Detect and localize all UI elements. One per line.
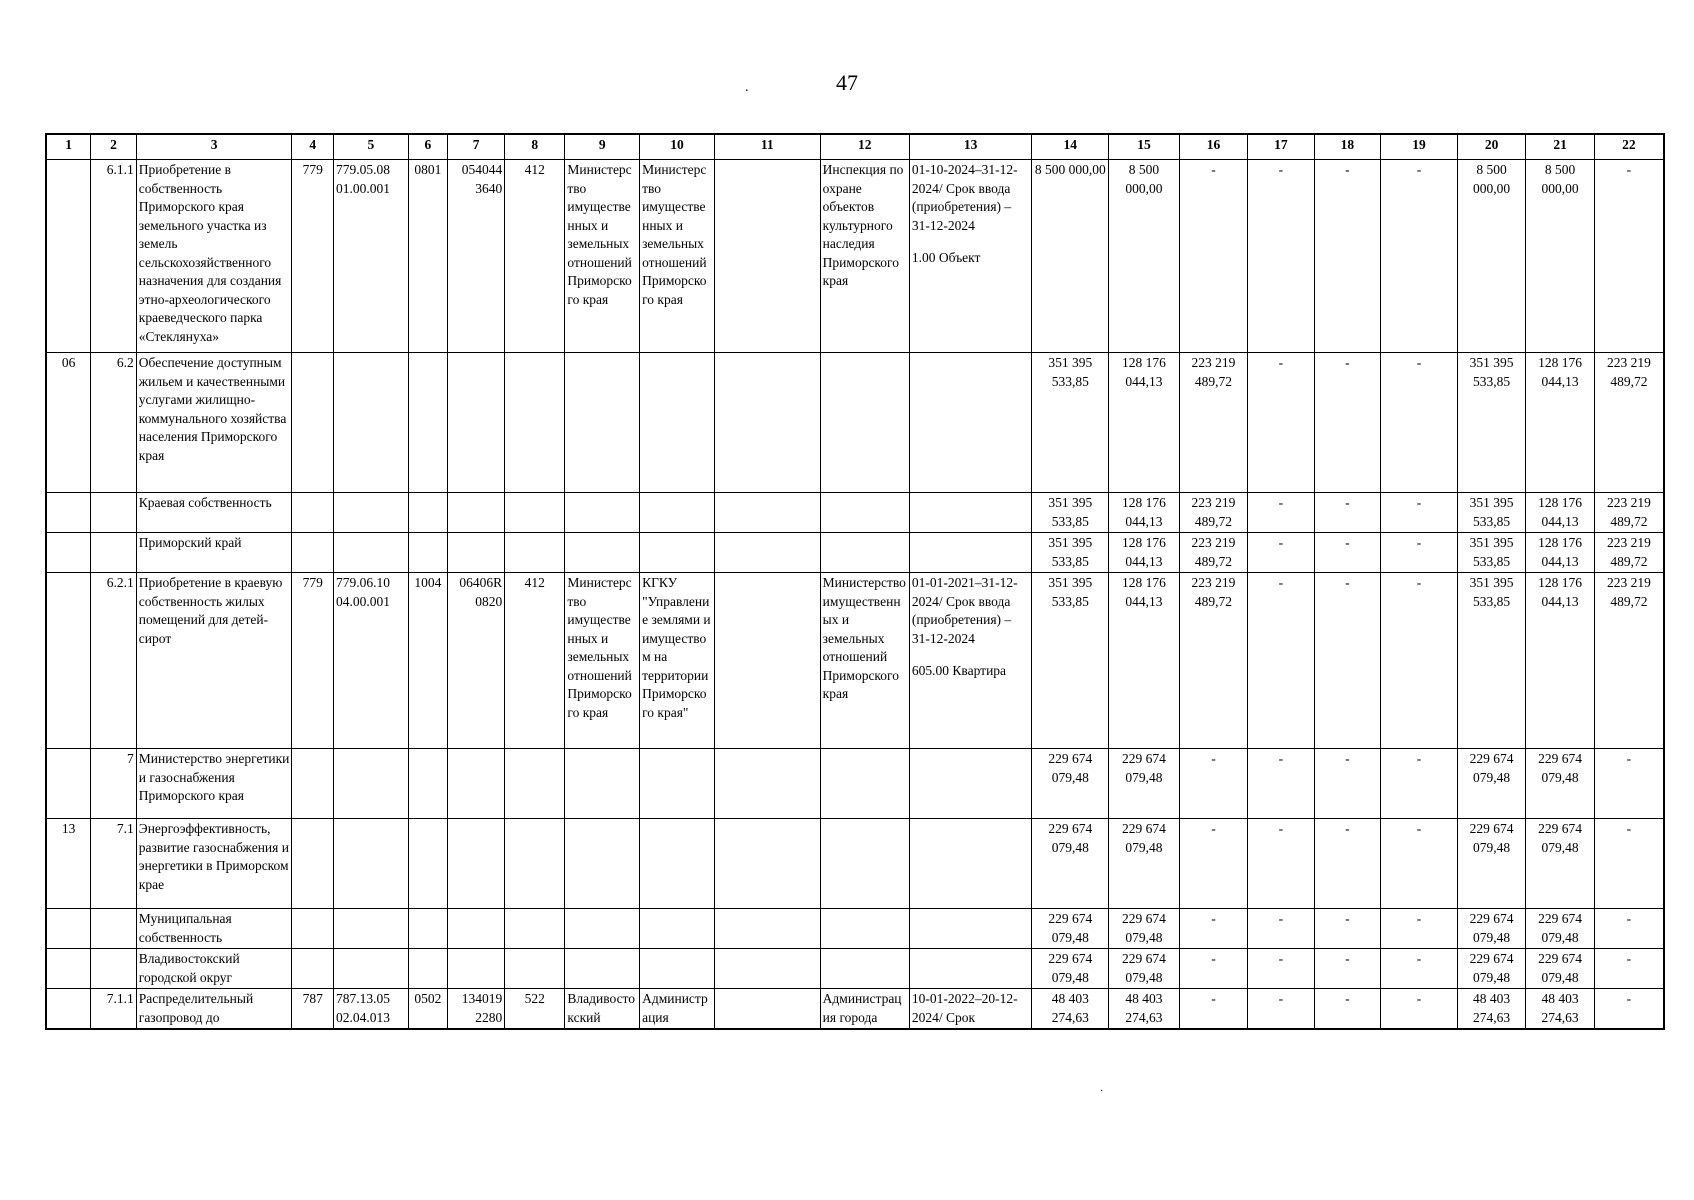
cell-col-22: - bbox=[1594, 749, 1664, 819]
cell-col-2: 6.2 bbox=[91, 353, 137, 493]
cell-col-14: 351 395 533,85 bbox=[1032, 353, 1109, 493]
cell-col-1 bbox=[46, 749, 91, 819]
cell-col-14: 229 674 079,48 bbox=[1032, 909, 1109, 949]
cell-col-13 bbox=[909, 573, 1031, 749]
cell-col-2 bbox=[91, 493, 137, 533]
cell-col-21: 229 674 079,48 bbox=[1526, 749, 1594, 819]
column-header-16: 16 bbox=[1179, 134, 1247, 160]
cell-col-5: 787.13.05 02.04.013 bbox=[333, 989, 408, 1030]
cell-col-18: - bbox=[1314, 160, 1380, 353]
cell-col-9 bbox=[565, 949, 640, 989]
column-header-5: 5 bbox=[333, 134, 408, 160]
cell-col-10: КГКУ "Управление землями и имуществом на территории Приморского края" bbox=[640, 573, 715, 749]
cell-col-21: 128 176 044,13 bbox=[1526, 573, 1594, 749]
cell-col-19: - bbox=[1381, 909, 1458, 949]
column-header-7: 7 bbox=[448, 134, 505, 160]
cell-col-7 bbox=[448, 909, 505, 949]
cell-col-11 bbox=[714, 749, 820, 819]
cell-col-13 bbox=[909, 909, 1031, 949]
cell-col-1 bbox=[46, 573, 91, 749]
cell-col-16: 223 219 489,72 bbox=[1179, 573, 1247, 749]
cell-col-9: Министерство имущественных и земельных отношений Приморского края bbox=[565, 160, 640, 353]
cell-col-7 bbox=[448, 353, 505, 493]
cell-col-7 bbox=[448, 749, 505, 819]
cell-col-5 bbox=[333, 909, 408, 949]
cell-col-8: 522 bbox=[505, 989, 565, 1030]
cell-col-18: - bbox=[1314, 819, 1380, 909]
column-header-22: 22 bbox=[1594, 134, 1664, 160]
cell-col-6 bbox=[408, 949, 447, 989]
cell-col-3: Приобретение в краевую собственность жилых помещений для детей-сирот bbox=[136, 573, 292, 749]
cell-col-14: 351 395 533,85 bbox=[1032, 493, 1109, 533]
cell-col-1 bbox=[46, 160, 91, 353]
cell-col-4 bbox=[292, 353, 334, 493]
cell-col-8 bbox=[505, 493, 565, 533]
cell-col-21: 128 176 044,13 bbox=[1526, 353, 1594, 493]
cell-col-20: 229 674 079,48 bbox=[1457, 949, 1525, 989]
cell-col-19: - bbox=[1381, 493, 1458, 533]
cell-col-11 bbox=[714, 493, 820, 533]
scan-mark: · bbox=[1100, 1086, 1104, 1097]
cell-col-20: 351 395 533,85 bbox=[1457, 573, 1525, 749]
cell-col-8 bbox=[505, 949, 565, 989]
cell-col-17: - bbox=[1248, 493, 1314, 533]
cell-col-16: - bbox=[1179, 160, 1247, 353]
column-header-4: 4 bbox=[292, 134, 334, 160]
cell-col-14: 351 395 533,85 bbox=[1032, 533, 1109, 573]
cell-col-22: 223 219 489,72 bbox=[1594, 573, 1664, 749]
cell-col-18: - bbox=[1314, 949, 1380, 989]
column-header-2: 2 bbox=[91, 134, 137, 160]
cell-col-5: 779.05.08 01.00.001 bbox=[333, 160, 408, 353]
cell-col-13 bbox=[909, 749, 1031, 819]
cell-col-4 bbox=[292, 493, 334, 533]
cell-col-17: - bbox=[1248, 160, 1314, 353]
table-row bbox=[46, 989, 1664, 1030]
cell-col-4 bbox=[292, 749, 334, 819]
cell-col-21: 229 674 079,48 bbox=[1526, 909, 1594, 949]
column-header-3: 3 bbox=[136, 134, 292, 160]
cell-col-14: 229 674 079,48 bbox=[1032, 949, 1109, 989]
header-row bbox=[46, 134, 1664, 160]
cell-col-9 bbox=[565, 533, 640, 573]
cell-col-16: - bbox=[1179, 749, 1247, 819]
cell-col-17: - bbox=[1248, 749, 1314, 819]
cell-col-15: 128 176 044,13 bbox=[1109, 533, 1180, 573]
cell-col-19: - bbox=[1381, 160, 1458, 353]
cell-col-16: - bbox=[1179, 909, 1247, 949]
cell-col-7: 06406R 0820 bbox=[448, 573, 505, 749]
cell-col-3: Приморский край bbox=[136, 533, 292, 573]
cell-col-22: - bbox=[1594, 160, 1664, 353]
cell-col-9: Владивостокский bbox=[565, 989, 640, 1030]
table-row bbox=[46, 949, 1664, 989]
cell-period-text: 01-10-2024–31-12-2024/ Срок ввода (приобретения) – 31-12-2024 bbox=[911, 162, 1018, 233]
cell-col-20: 229 674 079,48 bbox=[1457, 819, 1525, 909]
cell-col-22: 223 219 489,72 bbox=[1594, 533, 1664, 573]
cell-col-22: - bbox=[1594, 949, 1664, 989]
cell-col-20: 8 500 000,00 bbox=[1457, 160, 1525, 353]
cell-col-10 bbox=[640, 909, 715, 949]
cell-col-5 bbox=[333, 533, 408, 573]
cell-col-15: 229 674 079,48 bbox=[1109, 749, 1180, 819]
cell-col-2: 6.2.1 bbox=[91, 573, 137, 749]
cell-col-17: - bbox=[1248, 353, 1314, 493]
cell-col-17: - bbox=[1248, 909, 1314, 949]
cell-col-13 bbox=[909, 160, 1031, 353]
cell-col-14: 351 395 533,85 bbox=[1032, 573, 1109, 749]
cell-col-2: 6.1.1 bbox=[91, 160, 137, 353]
cell-col-9 bbox=[565, 819, 640, 909]
cell-col-19: - bbox=[1381, 533, 1458, 573]
cell-col-4: 787 bbox=[292, 989, 334, 1030]
column-header-12: 12 bbox=[820, 134, 909, 160]
cell-col-1: 13 bbox=[46, 819, 91, 909]
cell-col-18: - bbox=[1314, 573, 1380, 749]
cell-col-2: 7.1.1 bbox=[91, 989, 137, 1030]
column-header-19: 19 bbox=[1381, 134, 1458, 160]
cell-col-5 bbox=[333, 819, 408, 909]
cell-col-15: 8 500 000,00 bbox=[1109, 160, 1180, 353]
cell-col-22: 223 219 489,72 bbox=[1594, 353, 1664, 493]
column-header-11: 11 bbox=[714, 134, 820, 160]
cell-col-3: Краевая собственность bbox=[136, 493, 292, 533]
cell-col-10 bbox=[640, 749, 715, 819]
column-header-20: 20 bbox=[1457, 134, 1525, 160]
page-number: 47 bbox=[836, 70, 858, 95]
column-header-10: 10 bbox=[640, 134, 715, 160]
cell-col-6 bbox=[408, 749, 447, 819]
cell-col-15: 128 176 044,13 bbox=[1109, 573, 1180, 749]
cell-col-19: - bbox=[1381, 989, 1458, 1030]
cell-col-17: - bbox=[1248, 949, 1314, 989]
column-header-17: 17 bbox=[1248, 134, 1314, 160]
cell-col-9: Министерство имущественных и земельных отношений Приморского края bbox=[565, 573, 640, 749]
cell-col-13 bbox=[909, 819, 1031, 909]
cell-col-1 bbox=[46, 949, 91, 989]
column-header-6: 6 bbox=[408, 134, 447, 160]
cell-col-13 bbox=[909, 353, 1031, 493]
cell-col-1 bbox=[46, 909, 91, 949]
cell-col-14: 229 674 079,48 bbox=[1032, 819, 1109, 909]
cell-col-3: Энергоэффективность, развитие газоснабжения и энергетики в Приморском крае bbox=[136, 819, 292, 909]
cell-col-10: Администрация bbox=[640, 989, 715, 1030]
cell-col-22: 223 219 489,72 bbox=[1594, 493, 1664, 533]
cell-col-15: 48 403 274,63 bbox=[1109, 989, 1180, 1030]
cell-col-16: - bbox=[1179, 989, 1247, 1030]
cell-col-3: Министерство энергетики и газоснабжения Приморского края bbox=[136, 749, 292, 819]
column-header-14: 14 bbox=[1032, 134, 1109, 160]
cell-col-5: 779.06.10 04.00.001 bbox=[333, 573, 408, 749]
cell-col-12 bbox=[820, 749, 909, 819]
cell-col-17: - bbox=[1248, 573, 1314, 749]
cell-col-21: 229 674 079,48 bbox=[1526, 819, 1594, 909]
table-row bbox=[46, 909, 1664, 949]
cell-col-10 bbox=[640, 353, 715, 493]
cell-col-11 bbox=[714, 909, 820, 949]
cell-col-6 bbox=[408, 353, 447, 493]
cell-col-8 bbox=[505, 353, 565, 493]
cell-col-4: 779 bbox=[292, 573, 334, 749]
cell-col-19: - bbox=[1381, 819, 1458, 909]
cell-col-1 bbox=[46, 533, 91, 573]
cell-col-3: Приобретение в собственность Приморского края земельного участка из земель сельскохозяйственного назначения для создания этно-археологического краеведческого парка «Стеклянуха» bbox=[136, 160, 292, 353]
decorative-dot: . bbox=[745, 80, 749, 95]
cell-col-7 bbox=[448, 819, 505, 909]
cell-col-7 bbox=[448, 493, 505, 533]
cell-col-9 bbox=[565, 749, 640, 819]
cell-col-22: - bbox=[1594, 819, 1664, 909]
cell-col-20: 351 395 533,85 bbox=[1457, 493, 1525, 533]
cell-col-5 bbox=[333, 353, 408, 493]
column-header-18: 18 bbox=[1314, 134, 1380, 160]
cell-col-16: - bbox=[1179, 949, 1247, 989]
cell-col-7: 054044 3640 bbox=[448, 160, 505, 353]
cell-col-21: 8 500 000,00 bbox=[1526, 160, 1594, 353]
cell-col-8: 412 bbox=[505, 573, 565, 749]
cell-col-18: - bbox=[1314, 353, 1380, 493]
cell-col-11 bbox=[714, 533, 820, 573]
table-row bbox=[46, 533, 1664, 573]
cell-col-21: 48 403 274,63 bbox=[1526, 989, 1594, 1030]
cell-col-9 bbox=[565, 493, 640, 533]
column-header-13: 13 bbox=[909, 134, 1031, 160]
cell-col-10: Министерство имущественных и земельных отношений Приморского края bbox=[640, 160, 715, 353]
cell-col-8 bbox=[505, 533, 565, 573]
cell-col-15: 229 674 079,48 bbox=[1109, 909, 1180, 949]
cell-col-21: 128 176 044,13 bbox=[1526, 533, 1594, 573]
cell-col-12 bbox=[820, 909, 909, 949]
cell-col-18: - bbox=[1314, 989, 1380, 1030]
cell-capacity-text: 1.00 Объект bbox=[911, 250, 981, 265]
budget-table bbox=[45, 133, 1665, 1030]
cell-col-10 bbox=[640, 533, 715, 573]
cell-col-15: 229 674 079,48 bbox=[1109, 949, 1180, 989]
table-row bbox=[46, 749, 1664, 819]
cell-col-11 bbox=[714, 573, 820, 749]
cell-col-1 bbox=[46, 493, 91, 533]
table-row bbox=[46, 819, 1664, 909]
table-row bbox=[46, 573, 1664, 749]
cell-period-text: 10-01-2022–20-12-2024/ Срок bbox=[911, 991, 1018, 1025]
cell-col-12: Министерство имущественных и земельных отношений Приморского края bbox=[820, 573, 909, 749]
cell-col-10 bbox=[640, 949, 715, 989]
cell-col-19: - bbox=[1381, 353, 1458, 493]
cell-col-4 bbox=[292, 819, 334, 909]
cell-col-5 bbox=[333, 493, 408, 533]
cell-col-3: Владивостокский городской округ bbox=[136, 949, 292, 989]
cell-col-11 bbox=[714, 989, 820, 1030]
cell-col-5 bbox=[333, 749, 408, 819]
cell-col-15: 229 674 079,48 bbox=[1109, 819, 1180, 909]
column-header-15: 15 bbox=[1109, 134, 1180, 160]
cell-col-16: - bbox=[1179, 819, 1247, 909]
table-row bbox=[46, 493, 1664, 533]
cell-col-19: - bbox=[1381, 573, 1458, 749]
cell-col-2 bbox=[91, 909, 137, 949]
table-row bbox=[46, 353, 1664, 493]
cell-col-7 bbox=[448, 533, 505, 573]
cell-col-12: Администрация города bbox=[820, 989, 909, 1030]
cell-col-8: 412 bbox=[505, 160, 565, 353]
cell-col-4: 779 bbox=[292, 160, 334, 353]
cell-col-17: - bbox=[1248, 819, 1314, 909]
cell-col-2 bbox=[91, 533, 137, 573]
cell-col-3: Распределительный газопровод до bbox=[136, 989, 292, 1030]
cell-col-9 bbox=[565, 353, 640, 493]
cell-col-8 bbox=[505, 749, 565, 819]
cell-col-13 bbox=[909, 493, 1031, 533]
cell-col-15: 128 176 044,13 bbox=[1109, 353, 1180, 493]
cell-col-2: 7.1 bbox=[91, 819, 137, 909]
cell-col-2 bbox=[91, 949, 137, 989]
cell-col-6: 0502 bbox=[408, 989, 447, 1030]
table-row bbox=[46, 160, 1664, 353]
cell-col-9 bbox=[565, 909, 640, 949]
cell-col-16: 223 219 489,72 bbox=[1179, 533, 1247, 573]
cell-col-3: Обеспечение доступным жильем и качественными услугами жилищно-коммунального хозяйства населения Приморского края bbox=[136, 353, 292, 493]
cell-col-4 bbox=[292, 533, 334, 573]
cell-col-10 bbox=[640, 493, 715, 533]
cell-col-16: 223 219 489,72 bbox=[1179, 493, 1247, 533]
cell-period-text: 01-01-2021–31-12-2024/ Срок ввода (приобретения) – 31-12-2024 bbox=[911, 575, 1018, 646]
cell-col-11 bbox=[714, 353, 820, 493]
cell-col-14: 8 500 000,00 bbox=[1032, 160, 1109, 353]
cell-col-4 bbox=[292, 909, 334, 949]
cell-col-13 bbox=[909, 533, 1031, 573]
cell-col-12 bbox=[820, 819, 909, 909]
cell-col-4 bbox=[292, 949, 334, 989]
cell-col-17: - bbox=[1248, 533, 1314, 573]
cell-col-22: - bbox=[1594, 909, 1664, 949]
cell-col-6 bbox=[408, 909, 447, 949]
cell-col-11 bbox=[714, 819, 820, 909]
cell-col-20: 351 395 533,85 bbox=[1457, 353, 1525, 493]
cell-col-18: - bbox=[1314, 493, 1380, 533]
cell-col-3: Муниципальная собственность bbox=[136, 909, 292, 949]
cell-col-21: 128 176 044,13 bbox=[1526, 493, 1594, 533]
cell-col-16: 223 219 489,72 bbox=[1179, 353, 1247, 493]
cell-col-13 bbox=[909, 949, 1031, 989]
cell-col-8 bbox=[505, 819, 565, 909]
table-body bbox=[46, 160, 1664, 1030]
cell-col-14: 48 403 274,63 bbox=[1032, 989, 1109, 1030]
cell-col-6: 1004 bbox=[408, 573, 447, 749]
cell-col-6: 0801 bbox=[408, 160, 447, 353]
cell-col-12 bbox=[820, 949, 909, 989]
cell-col-18: - bbox=[1314, 749, 1380, 819]
cell-col-8 bbox=[505, 909, 565, 949]
cell-col-14: 229 674 079,48 bbox=[1032, 749, 1109, 819]
cell-col-13 bbox=[909, 989, 1031, 1030]
cell-col-5 bbox=[333, 949, 408, 989]
cell-col-18: - bbox=[1314, 533, 1380, 573]
cell-col-1: 06 bbox=[46, 353, 91, 493]
cell-col-12 bbox=[820, 493, 909, 533]
cell-col-11 bbox=[714, 949, 820, 989]
cell-col-2: 7 bbox=[91, 749, 137, 819]
cell-col-11 bbox=[714, 160, 820, 353]
cell-col-12: Инспекция по охране объектов культурного наследия Приморского края bbox=[820, 160, 909, 353]
cell-col-20: 229 674 079,48 bbox=[1457, 749, 1525, 819]
cell-col-10 bbox=[640, 819, 715, 909]
cell-col-21: 229 674 079,48 bbox=[1526, 949, 1594, 989]
column-header-8: 8 bbox=[505, 134, 565, 160]
cell-col-22: - bbox=[1594, 989, 1664, 1030]
cell-capacity-text: 605.00 Квартира bbox=[911, 663, 1007, 678]
cell-col-6 bbox=[408, 819, 447, 909]
column-header-1: 1 bbox=[46, 134, 91, 160]
column-header-21: 21 bbox=[1526, 134, 1594, 160]
cell-col-17: - bbox=[1248, 989, 1314, 1030]
cell-col-12 bbox=[820, 353, 909, 493]
cell-col-20: 229 674 079,48 bbox=[1457, 909, 1525, 949]
cell-col-6 bbox=[408, 533, 447, 573]
cell-col-18: - bbox=[1314, 909, 1380, 949]
cell-col-6 bbox=[408, 493, 447, 533]
cell-col-7: 134019 2280 bbox=[448, 989, 505, 1030]
column-header-9: 9 bbox=[565, 134, 640, 160]
cell-col-1 bbox=[46, 989, 91, 1030]
cell-col-12 bbox=[820, 533, 909, 573]
cell-col-20: 351 395 533,85 bbox=[1457, 533, 1525, 573]
cell-col-20: 48 403 274,63 bbox=[1457, 989, 1525, 1030]
cell-col-7 bbox=[448, 949, 505, 989]
cell-col-19: - bbox=[1381, 949, 1458, 989]
cell-col-19: - bbox=[1381, 749, 1458, 819]
cell-col-15: 128 176 044,13 bbox=[1109, 493, 1180, 533]
